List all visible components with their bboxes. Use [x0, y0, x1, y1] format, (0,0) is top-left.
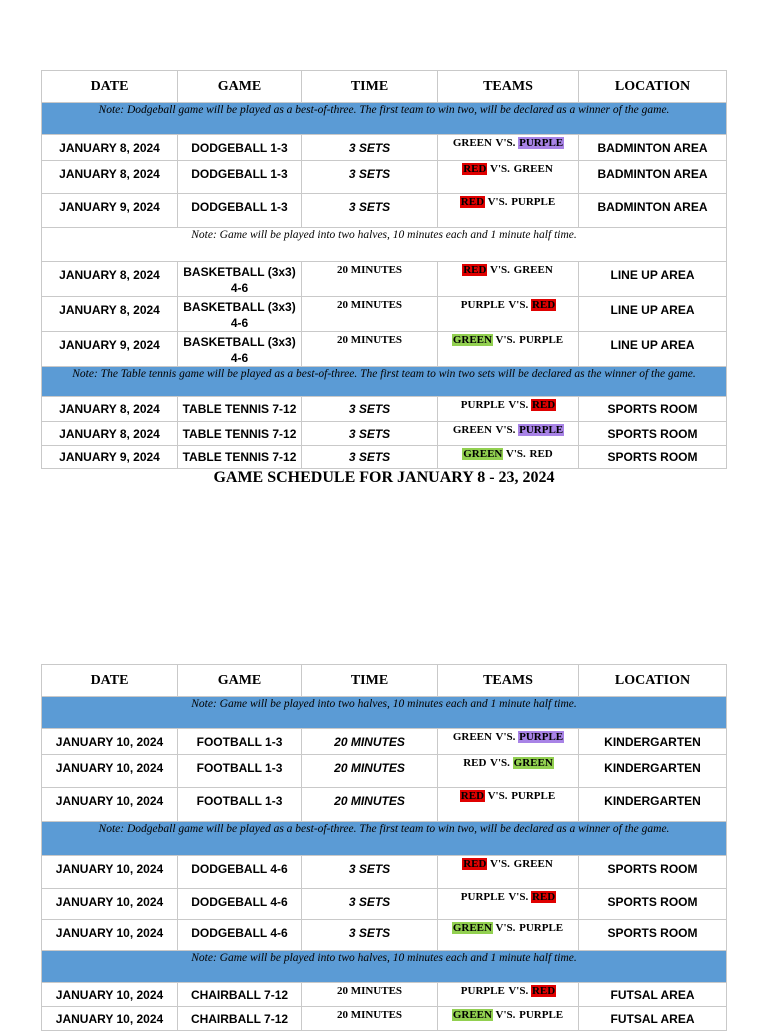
cell-time: 3 SETS: [302, 135, 438, 161]
cell-game: FOOTBALL 1-3: [178, 729, 302, 755]
team-b: PURPLE: [519, 137, 564, 149]
table-row: [42, 788, 727, 822]
cell-game: TABLE TENNIS 7-12: [178, 446, 302, 469]
table-row: [42, 729, 727, 755]
cell-teams: [438, 194, 579, 228]
cell-date: JANUARY 8, 2024: [42, 397, 178, 422]
cell-teams: [438, 161, 579, 194]
versus: V'S.: [505, 299, 531, 311]
cell-teams: [438, 332, 579, 367]
team-a: GREEN: [452, 334, 492, 346]
cell-date: JANUARY 10, 2024: [42, 889, 178, 920]
cell-location: BADMINTON AREA: [579, 194, 727, 228]
team-a: GREEN: [452, 424, 492, 436]
versus: V'S.: [492, 334, 519, 346]
cell-location: LINE UP AREA: [579, 332, 727, 367]
cell-location: FUTSAL AREA: [579, 1007, 727, 1031]
cell-date: JANUARY 9, 2024: [42, 332, 178, 367]
cell-teams: [438, 856, 579, 889]
cell-time: 3 SETS: [302, 920, 438, 951]
cell-time: 20 MINUTES: [302, 262, 438, 297]
cell-teams: [438, 983, 579, 1007]
team-a: PURPLE: [460, 399, 505, 411]
cell-date: JANUARY 9, 2024: [42, 194, 178, 228]
cell-date: JANUARY 10, 2024: [42, 755, 178, 788]
cell-date: JANUARY 8, 2024: [42, 135, 178, 161]
cell-location: BADMINTON AREA: [579, 161, 727, 194]
cell-time: 20 MINUTES: [302, 332, 438, 367]
cell-teams: [438, 920, 579, 951]
versus: V'S.: [505, 399, 531, 411]
cell-time: 3 SETS: [302, 856, 438, 889]
schedule-table-2: [41, 664, 727, 1031]
cell-teams: [438, 729, 579, 755]
team-a: RED: [463, 163, 487, 175]
team-a: GREEN: [452, 922, 492, 934]
header-teams: TEAMS: [438, 665, 579, 697]
cell-time: 3 SETS: [302, 889, 438, 920]
team-b: PURPLE: [519, 731, 564, 743]
cell-game: DODGEBALL 4-6: [178, 856, 302, 889]
cell-teams: [438, 397, 579, 422]
table-row: [42, 1007, 727, 1031]
cell-teams: [438, 755, 579, 788]
cell-time: 20 MINUTES: [302, 729, 438, 755]
versus: V'S.: [503, 448, 529, 460]
table-row: [42, 297, 727, 332]
team-b: PURPLE: [519, 334, 564, 346]
team-b: RED: [531, 299, 556, 311]
cell-location: SPORTS ROOM: [579, 397, 727, 422]
versus: V'S.: [485, 790, 511, 802]
note-text: Note: The Table tennis game will be played as a best-of-three. The first team to win two sets will be declared as the winner of the game.: [42, 367, 727, 397]
cell-time: 20 MINUTES: [302, 983, 438, 1007]
cell-date: JANUARY 8, 2024: [42, 297, 178, 332]
cell-date: JANUARY 10, 2024: [42, 920, 178, 951]
team-a: RED: [460, 790, 485, 802]
cell-location: SPORTS ROOM: [579, 889, 727, 920]
cell-teams: [438, 788, 579, 822]
table-row: [42, 889, 727, 920]
cell-game: CHAIRBALL 7-12: [178, 1007, 302, 1031]
table-row: [42, 422, 727, 446]
cell-game: DODGEBALL 1-3: [178, 161, 302, 194]
cell-time: 20 MINUTES: [302, 297, 438, 332]
cell-teams: [438, 889, 579, 920]
versus: V'S.: [487, 264, 513, 276]
cell-game: TABLE TENNIS 7-12: [178, 397, 302, 422]
cell-time: 3 SETS: [302, 194, 438, 228]
team-b: GREEN: [513, 858, 553, 870]
table-row: [42, 262, 727, 297]
cell-teams: [438, 1007, 579, 1031]
note-text: Note: Game will be played into two halves, 10 minutes each and 1 minute half time.: [42, 228, 727, 262]
note-row: [42, 697, 727, 729]
cell-date: JANUARY 8, 2024: [42, 161, 178, 194]
versus: V'S.: [505, 891, 531, 903]
cell-game: FOOTBALL 1-3: [178, 755, 302, 788]
note-text: Note: Game will be played into two halves, 10 minutes each and 1 minute half time.: [42, 951, 727, 983]
cell-game: DODGEBALL 4-6: [178, 920, 302, 951]
cell-location: SPORTS ROOM: [579, 856, 727, 889]
cell-game: DODGEBALL 1-3: [178, 135, 302, 161]
team-b: RED: [531, 891, 556, 903]
cell-teams: [438, 262, 579, 297]
header-time: TIME: [302, 665, 438, 697]
cell-date: JANUARY 9, 2024: [42, 446, 178, 469]
cell-game: DODGEBALL 4-6: [178, 889, 302, 920]
header-game: GAME: [178, 665, 302, 697]
note-row: [42, 228, 727, 262]
cell-teams: [438, 446, 579, 469]
header-time: TIME: [302, 71, 438, 103]
cell-location: KINDERGARTEN: [579, 788, 727, 822]
versus: V'S.: [492, 731, 519, 743]
cell-location: KINDERGARTEN: [579, 755, 727, 788]
table-row: [42, 983, 727, 1007]
cell-location: LINE UP AREA: [579, 262, 727, 297]
cell-date: JANUARY 10, 2024: [42, 983, 178, 1007]
team-a: RED: [463, 858, 487, 870]
header-date: DATE: [42, 665, 178, 697]
cell-time: 3 SETS: [302, 161, 438, 194]
table-row: [42, 920, 727, 951]
team-b: PURPLE: [519, 922, 564, 934]
note-text: Note: Dodgeball game will be played as a best-of-three. The first team to win two, will be declared as a winner of the game.: [42, 103, 727, 135]
table-row: [42, 161, 727, 194]
cell-date: JANUARY 10, 2024: [42, 788, 178, 822]
team-a: GREEN: [463, 448, 503, 460]
cell-game: TABLE TENNIS 7-12: [178, 422, 302, 446]
team-b: GREEN: [513, 757, 553, 769]
note-text: Note: Game will be played into two halves, 10 minutes each and 1 minute half time.: [42, 697, 727, 729]
schedule-caption: GAME SCHEDULE FOR JANUARY 8 - 23, 2024: [213, 469, 555, 486]
cell-teams: [438, 297, 579, 332]
cell-date: JANUARY 10, 2024: [42, 729, 178, 755]
team-b: PURPLE: [519, 424, 564, 436]
team-a: GREEN: [452, 137, 492, 149]
cell-time: 3 SETS: [302, 446, 438, 469]
cell-location: SPORTS ROOM: [579, 920, 727, 951]
versus: V'S.: [492, 922, 519, 934]
team-b: RED: [531, 985, 556, 997]
cell-location: LINE UP AREA: [579, 297, 727, 332]
table-row: [42, 856, 727, 889]
cell-time: 3 SETS: [302, 397, 438, 422]
cell-time: 20 MINUTES: [302, 788, 438, 822]
versus: V'S.: [487, 757, 513, 769]
versus: V'S.: [485, 196, 511, 208]
team-b: RED: [531, 399, 556, 411]
header-location: LOCATION: [579, 665, 727, 697]
team-b: PURPLE: [519, 1009, 564, 1021]
cell-time: 20 MINUTES: [302, 755, 438, 788]
cell-time: 20 MINUTES: [302, 1007, 438, 1031]
versus: V'S.: [492, 137, 519, 149]
note-row: [42, 822, 727, 856]
team-a: RED: [460, 196, 485, 208]
team-b: GREEN: [513, 264, 553, 276]
versus: V'S.: [505, 985, 531, 997]
cell-teams: [438, 422, 579, 446]
table-row: [42, 755, 727, 788]
versus: V'S.: [492, 424, 519, 436]
cell-date: JANUARY 8, 2024: [42, 422, 178, 446]
versus: V'S.: [492, 1009, 519, 1021]
header-game: GAME: [178, 71, 302, 103]
header-location: LOCATION: [579, 71, 727, 103]
cell-game: BASKETBALL (3x3) 4-6: [178, 262, 302, 297]
table-row: [42, 446, 727, 469]
table-row: [42, 397, 727, 422]
cell-game: BASKETBALL (3x3) 4-6: [178, 297, 302, 332]
table-row: [42, 194, 727, 228]
note-row: [42, 103, 727, 135]
header-row: [42, 71, 727, 103]
schedule-table-1: [41, 70, 727, 469]
cell-game: DODGEBALL 1-3: [178, 194, 302, 228]
cell-time: 3 SETS: [302, 422, 438, 446]
versus: V'S.: [487, 163, 513, 175]
team-b: GREEN: [513, 163, 553, 175]
note-row: [42, 367, 727, 397]
cell-game: CHAIRBALL 7-12: [178, 983, 302, 1007]
team-a: GREEN: [452, 1009, 492, 1021]
cell-date: JANUARY 8, 2024: [42, 262, 178, 297]
header-row: [42, 665, 727, 697]
team-a: RED: [463, 264, 487, 276]
cell-game: FOOTBALL 1-3: [178, 788, 302, 822]
cell-location: SPORTS ROOM: [579, 446, 727, 469]
table-row: [42, 332, 727, 367]
cell-location: SPORTS ROOM: [579, 422, 727, 446]
header-teams: TEAMS: [438, 71, 579, 103]
team-a: PURPLE: [460, 985, 505, 997]
team-b: RED: [529, 448, 553, 460]
table-row: [42, 135, 727, 161]
note-text: Note: Dodgeball game will be played as a best-of-three. The first team to win two, will be declared as a winner of the game.: [42, 822, 727, 856]
team-a: PURPLE: [460, 891, 505, 903]
header-date: DATE: [42, 71, 178, 103]
team-a: GREEN: [452, 731, 492, 743]
team-a: PURPLE: [460, 299, 505, 311]
team-b: PURPLE: [511, 196, 556, 208]
team-b: PURPLE: [511, 790, 556, 802]
cell-date: JANUARY 10, 2024: [42, 856, 178, 889]
team-a: RED: [463, 757, 487, 769]
cell-game: BASKETBALL (3x3) 4-6: [178, 332, 302, 367]
note-row: [42, 951, 727, 983]
cell-location: BADMINTON AREA: [579, 135, 727, 161]
cell-date: JANUARY 10, 2024: [42, 1007, 178, 1031]
cell-location: FUTSAL AREA: [579, 983, 727, 1007]
cell-location: KINDERGARTEN: [579, 729, 727, 755]
versus: V'S.: [487, 858, 513, 870]
cell-teams: [438, 135, 579, 161]
